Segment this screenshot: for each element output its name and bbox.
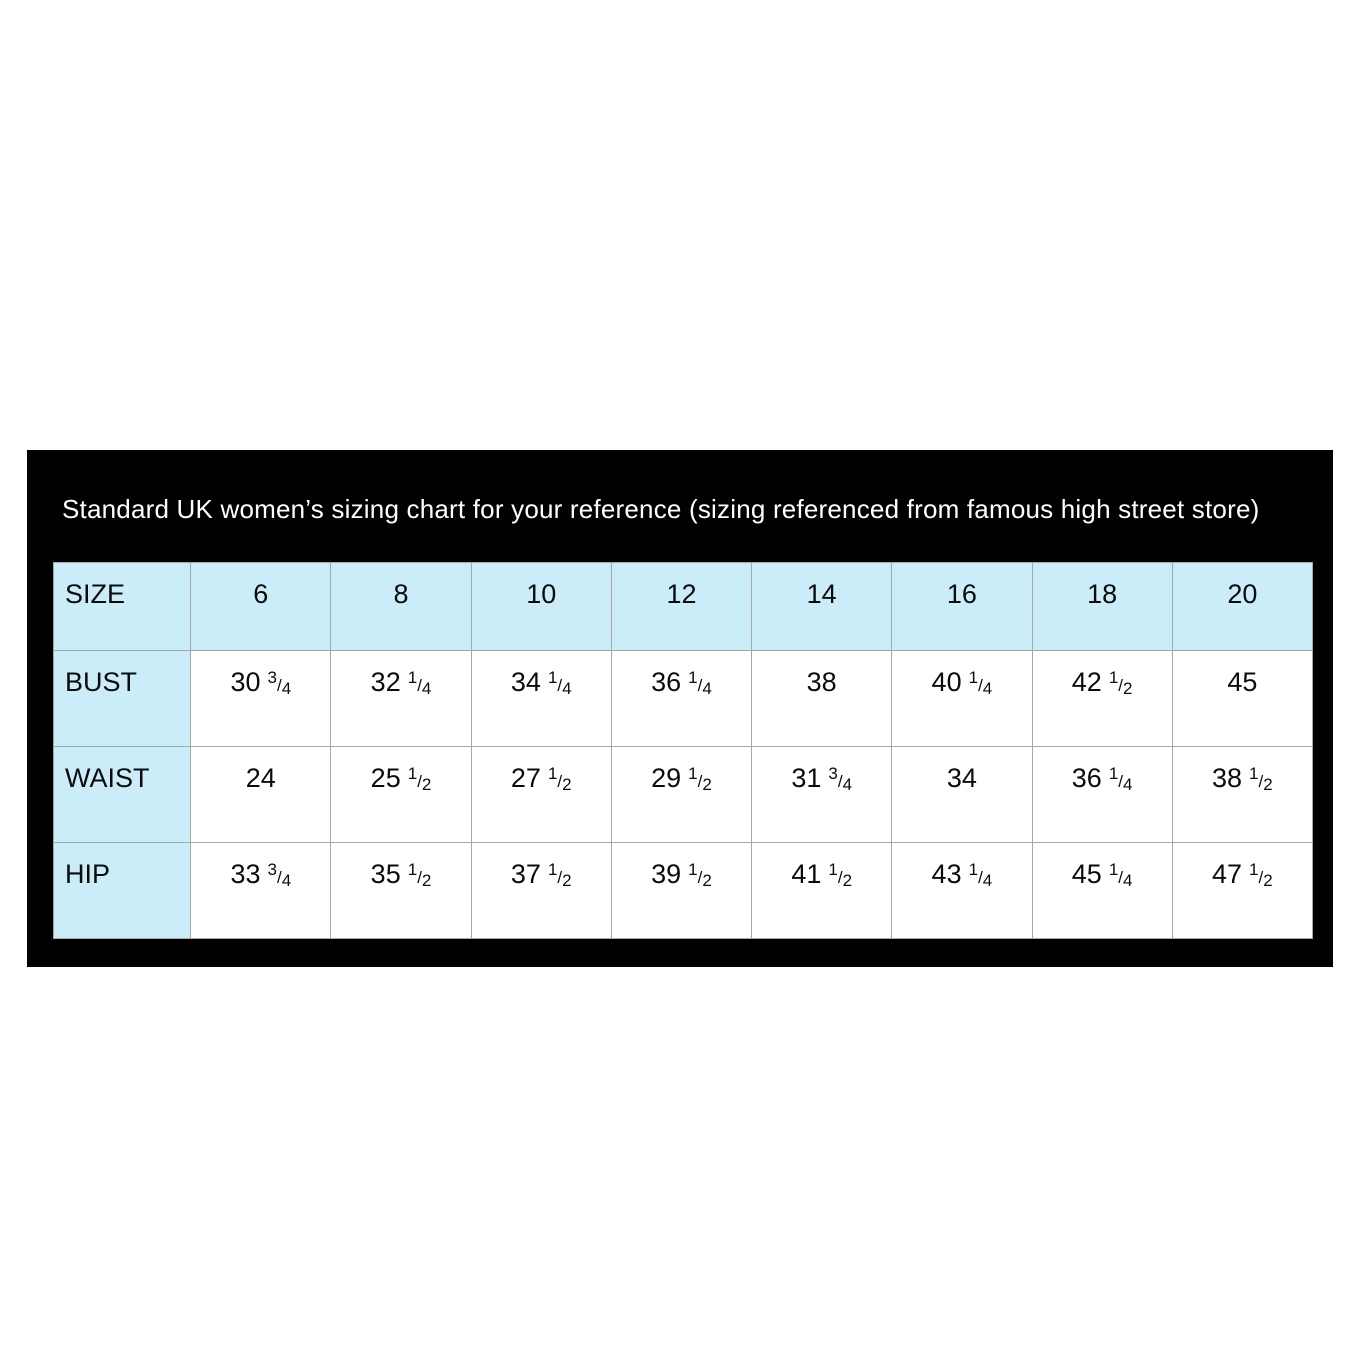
table-cell: 36 $^1/_4$ — [611, 651, 751, 747]
table-cell: 27 $^1/_2$ — [471, 747, 611, 843]
fraction: $^1/_2$ — [688, 764, 712, 794]
table-cell: 33 $^3/_4$ — [191, 843, 331, 939]
fraction: $^1/_2$ — [828, 860, 853, 890]
table-cell: 34 $^1/_4$ — [471, 651, 611, 747]
fraction: $^3/_4$ — [267, 860, 292, 890]
table-cell: 39 $^1/_2$ — [611, 843, 751, 939]
table-row-hip — [54, 843, 1313, 939]
table-cell: 45 $^1/_4$ — [1032, 843, 1172, 939]
size-column-header: 8 — [331, 563, 471, 651]
table-cell: 45 — [1172, 651, 1312, 747]
fraction: $^1/_4$ — [407, 668, 432, 698]
fraction: $^1/_2$ — [547, 764, 572, 794]
fraction: $^1/_2$ — [688, 860, 712, 890]
table-cell: 38 — [752, 651, 892, 747]
table-cell: 47 $^1/_2$ — [1172, 843, 1312, 939]
fraction: $^1/_2$ — [547, 860, 572, 890]
table-row-waist — [54, 747, 1313, 843]
table-cell: 42 $^1/_2$ — [1032, 651, 1172, 747]
fraction: $^1/_2$ — [407, 764, 432, 794]
sizing-table — [53, 562, 1313, 939]
size-column-header: 12 — [611, 563, 751, 651]
fraction: $^1/_4$ — [688, 668, 712, 698]
table-cell: 37 $^1/_2$ — [471, 843, 611, 939]
fraction: $^1/_2$ — [1108, 668, 1133, 698]
size-header-cell: SIZE — [54, 563, 191, 651]
fraction: $^1/_4$ — [968, 860, 993, 890]
size-column-header: 18 — [1032, 563, 1172, 651]
size-column-header: 14 — [752, 563, 892, 651]
table-cell: 31 $^3/_4$ — [752, 747, 892, 843]
table-cell: 34 — [892, 747, 1032, 843]
row-label: WAIST — [54, 747, 191, 843]
fraction: $^3/_4$ — [828, 764, 853, 794]
table-cell: 36 $^1/_4$ — [1032, 747, 1172, 843]
table-cell: 43 $^1/_4$ — [892, 843, 1032, 939]
table-cell: 32 $^1/_4$ — [331, 651, 471, 747]
fraction: $^1/_4$ — [1108, 764, 1133, 794]
fraction: $^3/_4$ — [267, 668, 292, 698]
table-cell: 35 $^1/_2$ — [331, 843, 471, 939]
table-cell: 40 $^1/_4$ — [892, 651, 1032, 747]
sizing-chart-panel — [27, 450, 1333, 967]
table-row-bust — [54, 651, 1313, 747]
fraction: $^1/_4$ — [547, 668, 572, 698]
size-column-header: 6 — [191, 563, 331, 651]
fraction: $^1/_2$ — [1249, 764, 1273, 794]
row-label: BUST — [54, 651, 191, 747]
size-column-header: 10 — [471, 563, 611, 651]
table-cell: 25 $^1/_2$ — [331, 747, 471, 843]
row-label: HIP — [54, 843, 191, 939]
table-cell: 30 $^3/_4$ — [191, 651, 331, 747]
fraction: $^1/_4$ — [968, 668, 993, 698]
fraction: $^1/_4$ — [1108, 860, 1133, 890]
table-cell: 38 $^1/_2$ — [1172, 747, 1312, 843]
table-cell: 41 $^1/_2$ — [752, 843, 892, 939]
size-column-header: 16 — [892, 563, 1032, 651]
chart-title: Standard UK women’s sizing chart for your reference (sizing referenced from famous high street store) — [62, 494, 1260, 524]
table-cell: 24 — [191, 747, 331, 843]
fraction: $^1/_2$ — [1249, 860, 1273, 890]
table-header-row — [54, 563, 1313, 651]
table-cell: 29 $^1/_2$ — [611, 747, 751, 843]
size-column-header: 20 — [1172, 563, 1312, 651]
fraction: $^1/_2$ — [407, 860, 432, 890]
